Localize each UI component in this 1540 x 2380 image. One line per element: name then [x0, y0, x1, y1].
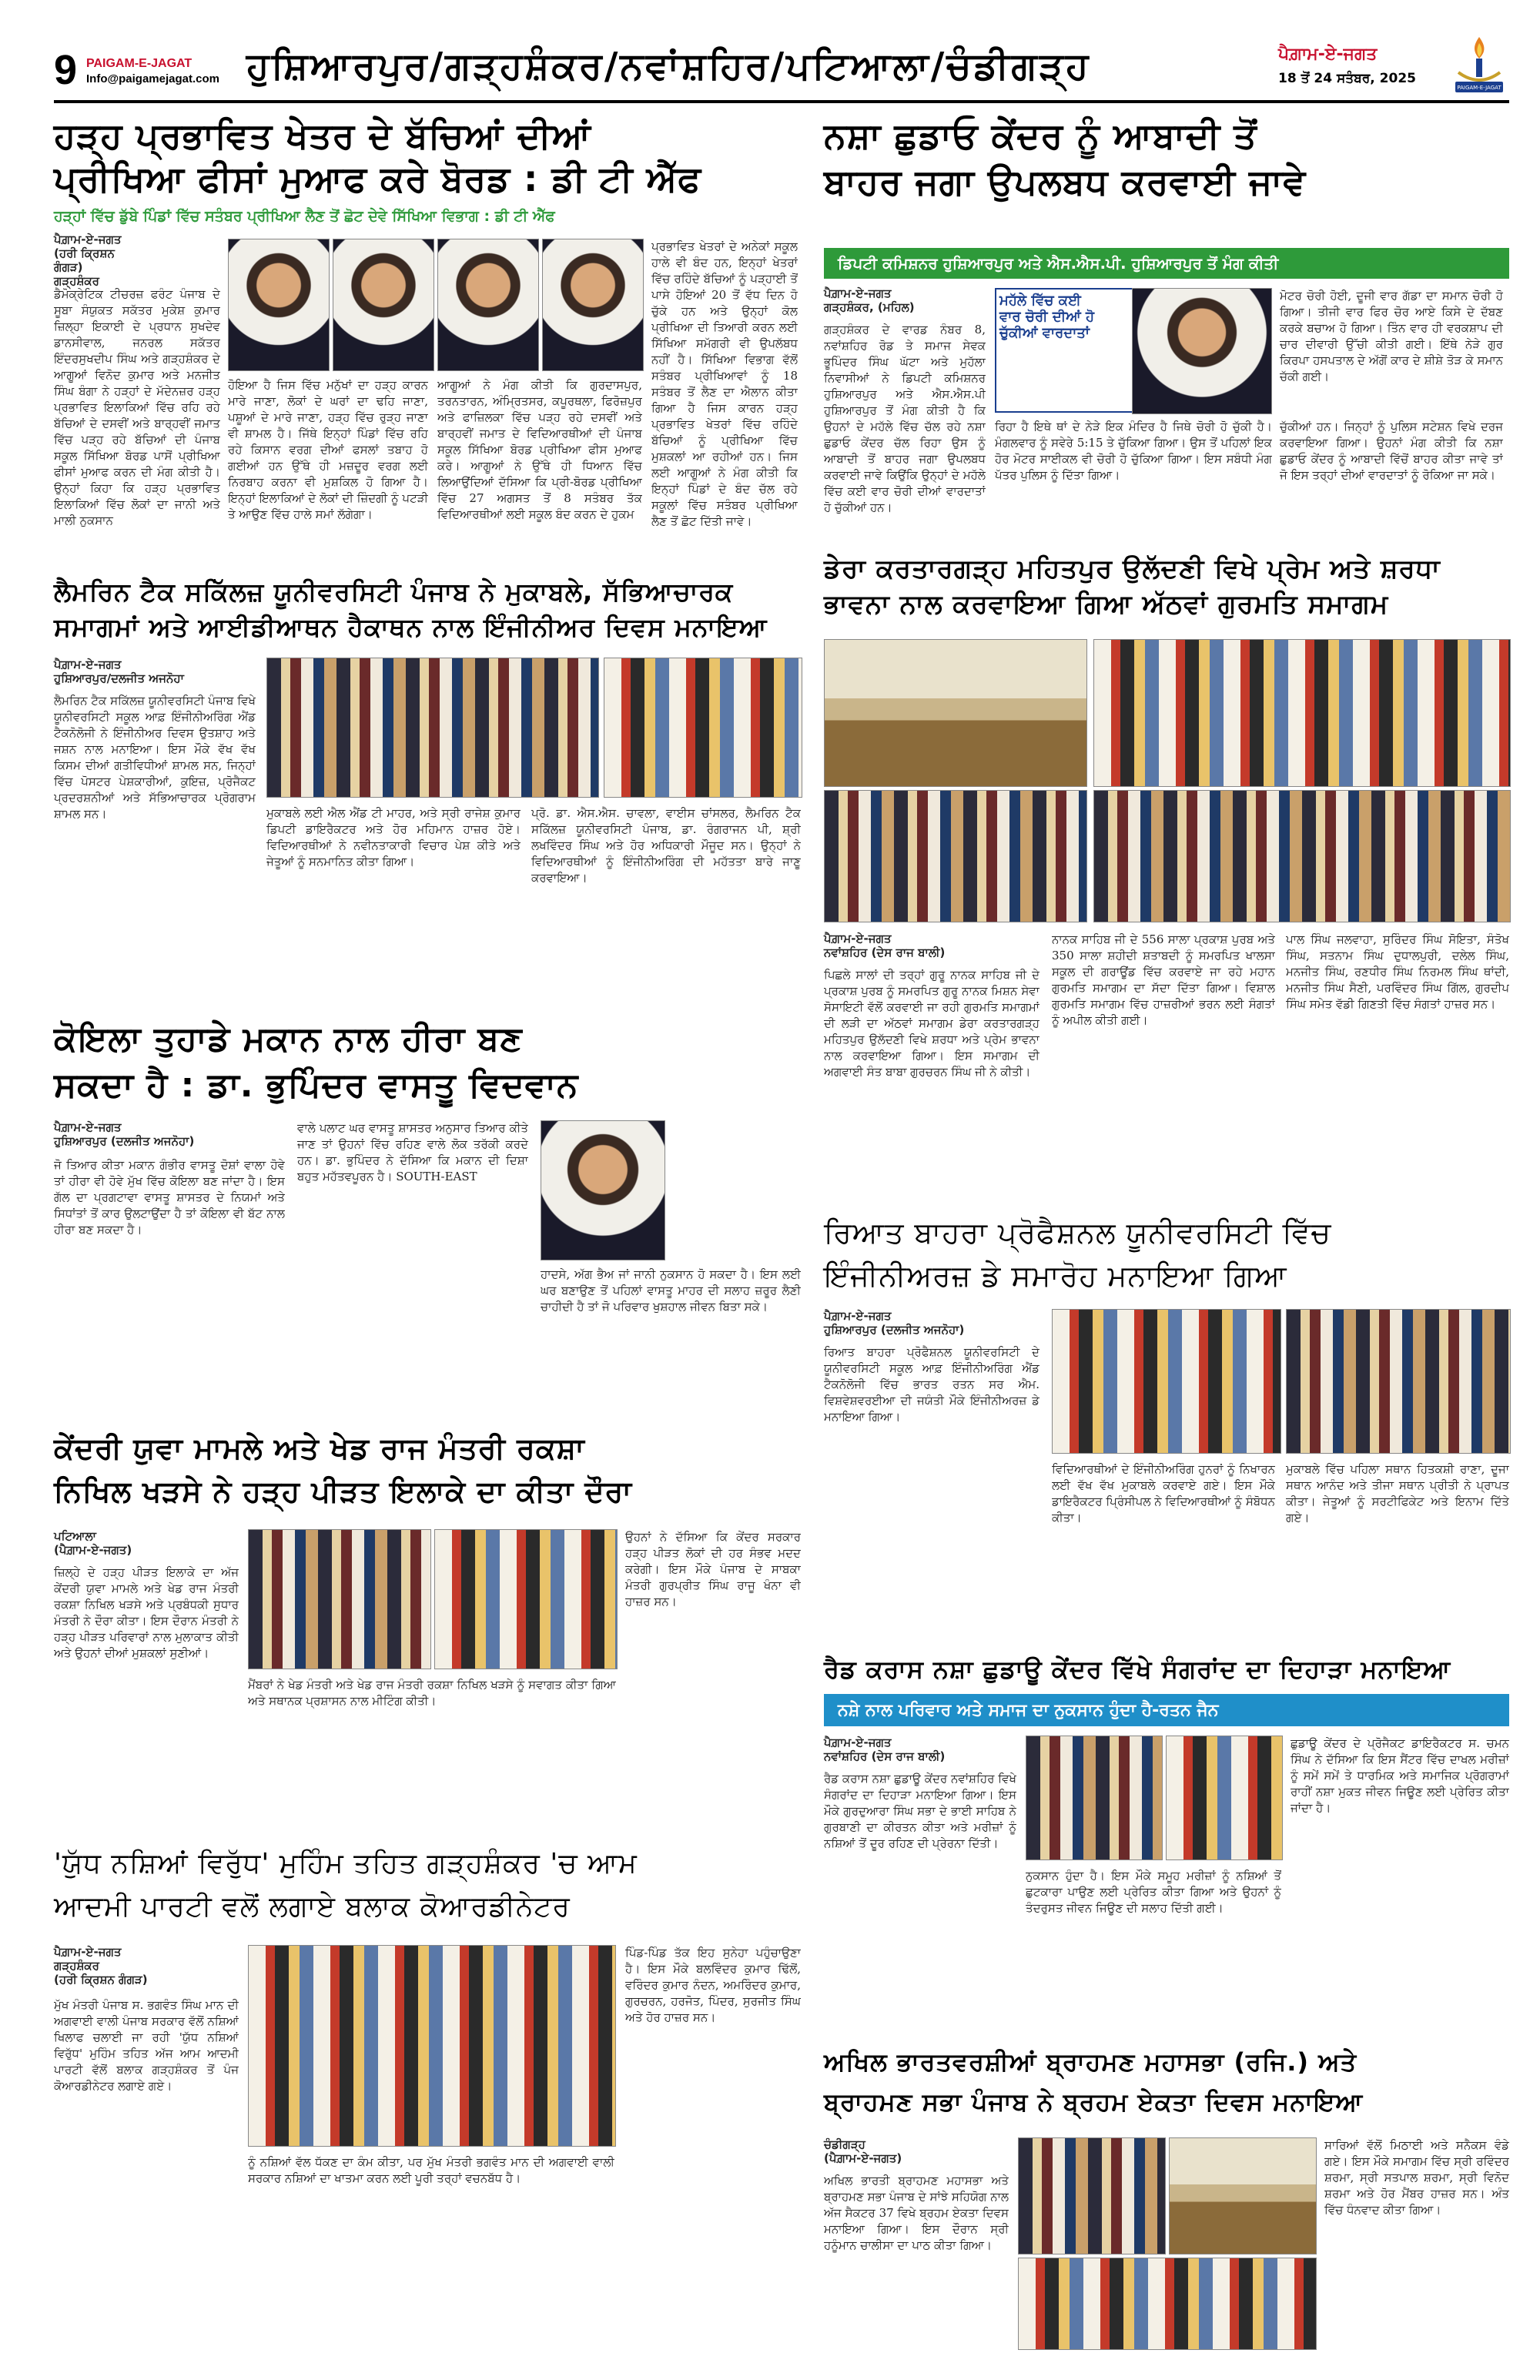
article-body: ਮੁੱਖ ਮੰਤਰੀ ਪੰਜਾਬ ਸ. ਭਗਵੰਤ ਸਿੰਘ ਮਾਨ ਦੀ ਅਗਵਾਈ ਵਾਲੀ ਪੰਜਾਬ ਸਰਕਾਰ ਵੱਲੋਂ ਨਸ਼ਿਆਂ ਖਿਲਾਫ ਚਲਾਈ ਜਾ ਰਹੀ 'ਯੁੱਧ ਨਸ਼ਿਆਂ ਵਿਰੁੱਧ' ਮੁਹਿੰਮ ਤਹਿਤ ਅੱਜ ਆਮ ਆਦਮੀ ਪਾਰਟੀ ਵੱਲੋਂ ਬਲਾਕ ਗੜ੍ਹਸ਼ੰਕਰ ਤੋਂ ਪੰਜ ਕੋਆਰਡੀਨੇਟਰ ਲਗਾਏ ਗਏ।	[54, 1998, 239, 2093]
photo-samagam-dignitaries	[1093, 790, 1511, 922]
brand-name: PAIGAM-E-JAGAT	[86, 57, 192, 70]
headline: ਆਦਮੀ ਪਾਰਟੀ ਵਲੋਂ ਲਗਾਏ ਬਲਾਕ ਕੋਆਰਡੀਨੇਟਰ	[54, 1891, 571, 1923]
masthead	[0, 0, 1540, 100]
photo-samagam-stage	[824, 639, 1087, 787]
paper-name: ਪੈਗ਼ਾਮ-ਏ-ਜਗਤ	[1278, 45, 1378, 64]
byline-block	[54, 1120, 285, 1148]
subheadline: ਨਸ਼ੇ ਨਾਲ ਪਰਿਵਾਰ ਅਤੇ ਸਮਾਜ ਦਾ ਨੁਕਸਾਨ ਹੁੰਦਾ ਹੈ-ਰਤਨ ਜੈਨ	[838, 1701, 1219, 1720]
photo-brahmin-1	[1018, 2137, 1166, 2254]
headline: ਨਸ਼ਾ ਛੁਡਾਓ ਕੇਂਦਰ ਨੂੰ ਆਬਾਦੀ ਤੋਂ	[824, 115, 1257, 156]
byline-block	[824, 932, 1040, 959]
photo-community-leader	[1132, 288, 1272, 414]
quote-line: ਮਹੱਲੇ ਵਿੱਚ ਕਈ	[999, 293, 1081, 309]
photo-teacher-1	[228, 239, 330, 371]
photo-brahmin-2	[1169, 2137, 1317, 2254]
subheadline: ਡਿਪਟੀ ਕਮਿਸ਼ਨਰ ਹੁਸ਼ਿਆਰਪੁਰ ਅਤੇ ਐਸ.ਐਸ.ਪੀ. ਹੁਸ਼ਿਆਰਪੁਰ ਤੋਂ ਮੰਗ ਕੀਤੀ	[838, 254, 1279, 273]
headline: 'ਯੁੱਧ ਨਸ਼ਿਆਂ ਵਿਰੁੱਧ' ਮੁਹਿੰਮ ਤਹਿਤ ਗੜ੍ਹਸ਼ੰਕਰ 'ਚ ਆਮ	[54, 1848, 638, 1880]
article-body: ਨੂੰ ਨਸ਼ਿਆਂ ਵੱਲ ਧੱਕਣ ਦਾ ਕੰਮ ਕੀਤਾ, ਪਰ ਮੁੱਖ ਮੰਤਰੀ ਭਗਵੰਤ ਮਾਨ ਦੀ ਅਗਵਾਈ ਵਾਲੀ ਸਰਕਾਰ ਨਸ਼ਿਆਂ ਦਾ ਖਾਤਮਾ ਕਰਨ ਲਈ ਪੂਰੀ ਤਰ੍ਹਾਂ ਵਚਨਬੱਧ ਹੈ।	[248, 2155, 614, 2185]
photo-engineers-day-2	[1286, 1309, 1511, 1454]
article-body: ਡੈਮੋਕ੍ਰੇਟਿਕ ਟੀਚਰਜ਼ ਫਰੰਟ ਪੰਜਾਬ ਦੇ ਸੂਬਾ ਸੰਯੁਕਤ ਸਕੱਤਰ ਮੁਕੇਸ਼ ਕੁਮਾਰ ਜ਼ਿਲ੍ਹਾ ਇਕਾਈ ਦੇ ਪ੍ਰਧਾਨ ਸੁਖਦੇਵ ਡਾਨਸੀਵਾਲ, ਜਨਰਲ ਸਕੱਤਰ ਇੰਦਰਸੁਖਦੀਪ ਸਿੰਘ ਅਤੇ ਗੜ੍ਹਸ਼ੰਕਰ ਦੇ ਆਗੂਆਂ ਵਿਨੋਦ ਕੁਮਾਰ ਅਤੇ ਮਨਜੀਤ ਸਿੰਘ ਬੰਗਾ ਨੇ ਹੜ੍ਹਾਂ ਦੇ ਮੱਦੇਨਜ਼ਰ ਹੜ੍ਹ ਪ੍ਰਭਾਵਿਤ ਇਲਾਕਿਆਂ ਵਿੱਚ ਰਹਿ ਰਹੇ ਬੱਚਿਆਂ ਦੇ ਦਸਵੀਂ ਅਤੇ ਬਾਰ੍ਹਵੀਂ ਜਮਾਤ ਵਿੱਚ ਪੜ੍ਹ ਰਹੇ ਬੱਚਿਆਂ ਦੀ ਪੰਜਾਬ ਸਕੂਲ ਸਿੱਖਿਆ ਬੋਰਡ ਪਾਸੋਂ ਪ੍ਰੀਖਿਆ ਫੀਸਾਂ ਮੁਆਫ ਕਰਨ ਦੀ ਮੰਗ ਕੀਤੀ ਹੈ। ਉਨ੍ਹਾਂ ਕਿਹਾ ਕਿ ਹੜ੍ਹ ਪ੍ਰਭਾਵਿਤ ਇਲਾਕਿਆਂ ਵਿੱਚ ਲੋਕਾਂ ਦਾ ਜਾਨੀ ਅਤੇ ਮਾਲੀ ਨੁਕਸਾਨ	[54, 287, 220, 527]
reporter: (ਹਰੀ ਕ੍ਰਿਸ਼ਨ ਗੰਗੜ)	[54, 246, 115, 274]
photo-vastu-expert	[541, 1120, 665, 1260]
article-body: ਗੜ੍ਹਸ਼ੰਕਰ ਦੇ ਵਾਰਡ ਨੰਬਰ 8, ਨਵਾਂਸ਼ਹਿਰ ਰੋਡ ਤੇ ਸਮਾਜ ਸੇਵਕ ਭੂਪਿੰਦਰ ਸਿੰਘ ਘੱਟਾ ਅਤੇ ਮੁਹੱਲਾ ਨਿਵਾਸੀਆਂ ਨੇ ਡਿਪਟੀ ਕਮਿਸ਼ਨਰ ਹੁਸ਼ਿਆਰਪੁਰ ਅਤੇ ਐਸ.ਐਸ.ਪੀ ਹੁਸ਼ਿਆਰਪੁਰ ਤੋਂ ਮੰਗ ਕੀਤੀ ਹੈ ਕਿ ਉਹਨਾਂ ਦੇ ਮਹੱਲੇ ਵਿੱਚ ਚੱਲ ਰਹੇ ਨਸ਼ਾ ਛੁਡਾਓ ਕੇਂਦਰ ਚੱਲ ਰਿਹਾ ਉਸ ਨੂੰ ਆਬਾਦੀ ਤੋਂ ਬਾਹਰ ਜਗਾ ਉਪਲਬਧ ਕਰਵਾਈ ਜਾਵੇ ਕਿਉਂਕਿ ਉਨ੍ਹਾਂ ਦੇ ਮਹੱਲੇ ਵਿੱਚ ਕਈ ਵਾਰ ਚੋਰੀ ਦੀਆਂ ਵਾਰਦਾਤਾਂ ਹੋ ਚੁੱਕੀਆਂ ਹਨ।	[824, 323, 986, 514]
logo-text: PAIGAM-E-JAGAT	[1457, 85, 1502, 91]
headline: ਕੇਂਦਰੀ ਯੁਵਾ ਮਾਮਲੇ ਅਤੇ ਖੇਡ ਰਾਜ ਮੰਤਰੀ ਰਕਸ਼ਾ	[54, 1431, 585, 1465]
byline: ਪਟਿਆਲਾ	[54, 1529, 96, 1543]
headline: ਸਮਾਗਮਾਂ ਅਤੇ ਆਈਡੀਆਥਨ ਹੈਕਾਥਨ ਨਾਲ ਇੰਜੀਨੀਅਰ ਦਿਵਸ ਮਨਾਇਆ	[54, 612, 768, 642]
byline-block	[824, 1736, 1016, 1763]
quote-line: ਚੁੱਕੀਆਂ ਵਾਰਦਾਤਾਂ	[999, 325, 1090, 341]
article-body: ਪਿੰਡ-ਪਿੰਡ ਤੱਕ ਇਹ ਸੁਨੇਹਾ ਪਹੁੰਚਾਉਣਾ ਹੈ। ਇਸ ਮੌਕੇ ਬਲਵਿੰਦਰ ਕੁਮਾਰ ਢਿੱਲੋਂ, ਵਰਿੰਦਰ ਕੁਮਾਰ ਨੰਦਨ, ਅਮਰਿੰਦਰ ਕੁਮਾਰ, ਗੁਰਚਰਨ, ਹਰਜੋਤ, ਪਿੰਦਰ, ਸੁਰਜੀਤ ਸਿੰਘ ਅਤੇ ਹੋਰ ਹਾਜ਼ਰ ਸਨ।	[625, 1946, 801, 2024]
article-body: ਮੈਂਬਰਾਂ ਨੇ ਖੇਡ ਮੰਤਰੀ ਅਤੇ ਖੇਡ ਰਾਜ ਮੰਤਰੀ ਰਕਸ਼ਾ ਨਿਖਿਲ ਖੜਸੇ ਨੂੰ ਸਵਾਗਤ ਕੀਤਾ ਗਿਆ ਅਤੇ ਸਥਾਨਕ ਪ੍ਰਸ਼ਾਸਨ ਨਾਲ ਮੀਟਿੰਗ ਕੀਤੀ।	[248, 1678, 616, 1708]
headline: ਭਾਵਨਾ ਨਾਲ ਕਰਵਾਇਆ ਗਿਆ ਅੱਠਵਾਂ ਗੁਰਮਤਿ ਸਮਾਗਮ	[824, 589, 1389, 620]
byline: ਪੈਗ਼ਾਮ-ਏ-ਜਗਤ	[54, 233, 122, 246]
headline: ਇੰਜੀਨੀਅਰਜ਼ ਡੇ ਸਮਾਰੋਹ ਮਨਾਇਆ ਗਿਆ	[824, 1259, 1287, 1293]
page-number: 9	[54, 47, 78, 93]
photo-lamrin-event	[604, 658, 802, 798]
photo-minister-1	[248, 1529, 431, 1669]
headline: ਰਿਆਤ ਬਾਹਰਾ ਪ੍ਰੋਫੈਸ਼ਨਲ ਯੂਨੀਵਰਸਿਟੀ ਵਿੱਚ	[824, 1216, 1332, 1250]
article-body: ਪਿਛਲੇ ਸਾਲਾਂ ਦੀ ਤਰ੍ਹਾਂ ਗੁਰੂ ਨਾਨਕ ਸਾਹਿਬ ਜੀ ਦੇ ਪ੍ਰਕਾਸ਼ ਪੁਰਬ ਨੂੰ ਸਮਰਪਿਤ ਗੁਰੂ ਨਾਨਕ ਮਿਸ਼ਨ ਸੇਵਾ ਸੋਸਾਇਟੀ ਵੱਲੋਂ ਕਰਵਾਈ ਜਾ ਰਹੀ ਗੁਰਮਤਿ ਸਮਾਗਮਾਂ ਦੀ ਲੜੀ ਦਾ ਅੱਠਵਾਂ ਸਮਾਗਮ ਡੇਰਾ ਕਰਤਾਰਗੜ੍ਹ ਮਹਿਤਪੁਰ ਉਲੱਦਣੀ ਵਿਖੇ ਸ਼ਰਧਾ ਅਤੇ ਪ੍ਰੇਮ ਭਾਵਨਾ ਨਾਲ ਕਰਵਾਇਆ ਗਿਆ। ਇਸ ਸਮਾਗਮ ਦੀ ਅਗਵਾਈ ਸੰਤ ਬਾਬਾ ਗੁਰਚਰਨ ਸਿੰਘ ਜੀ ਨੇ ਕੀਤੀ।	[824, 968, 1040, 1079]
article-body: ਰਿਆਤ ਬਾਹਰਾ ਪ੍ਰੋਫੈਸ਼ਨਲ ਯੂਨੀਵਰਸਿਟੀ ਦੇ ਯੂਨੀਵਰਸਿਟੀ ਸਕੂਲ ਆਫ਼ ਇੰਜੀਨੀਅਰਿੰਗ ਐਂਡ ਟੈਕਨੋਲੋਜੀ ਵਿੱਚ ਭਾਰਤ ਰਤਨ ਸਰ ਐਮ. ਵਿਸ਼ਵੇਸ਼ਵਰਈਆ ਦੀ ਜਯੰਤੀ ਮੌਕੇ ਇੰਜੀਨੀਅਰਜ਼ ਡੇ ਮਨਾਇਆ ਗਿਆ।	[824, 1345, 1040, 1424]
photo-red-cross-2	[1166, 1736, 1283, 1860]
byline: ਪੈਗ਼ਾਮ-ਏ-ਜਗਤ	[54, 1945, 122, 1959]
byline-block	[824, 286, 978, 314]
quote-line: ਵਾਰ ਚੋਰੀ ਦੀਆਂ ਹੋ	[999, 309, 1095, 325]
headline: ਨਿਖਿਲ ਖੜਸੇ ਨੇ ਹੜ੍ਹ ਪੀੜਤ ਇਲਾਕੇ ਦਾ ਕੀਤਾ ਦੌਰਾ	[54, 1475, 633, 1508]
photo-minister-2	[434, 1529, 618, 1669]
dateline: ਹੁਸ਼ਿਆਰਪੁਰ (ਦਲਜੀਤ ਅਜਨੋਹਾ)	[54, 1134, 195, 1148]
article-body: ਮੋਟਰ ਚੋਰੀ ਹੋਈ, ਦੂਜੀ ਵਾਰ ਗੱਡਾ ਦਾ ਸਮਾਨ ਚੋਰੀ ਹੋ ਗਿਆ। ਤੀਜੀ ਵਾਰ ਫਿਰ ਚੋਰ ਆਏ ਕਿਸੇ ਦੇ ਦੱਬਣ ਕਰਕੇ ਬਚਾਅ ਹੋ ਗਿਆ। ਤਿੰਨ ਵਾਰ ਹੀ ਵਰਕਸ਼ਾਪ ਦੀ ਚਾਰ ਦੀਵਾਰੀ ਉੱਚੀ ਕੀਤੀ ਗਈ। ਇੱਥੇ ਨੇੜੇ ਗੁਰ ਕਿਰਪਾ ਹਸਪਤਾਲ ਦੇ ਅੱਗੋਂ ਕਾਰ ਦੇ ਸ਼ੀਸ਼ੇ ਤੋੜ ਕੇ ਸਮਾਨ ਚੱਕੀ ਗਈ।	[1280, 289, 1503, 383]
article-body: ਵਾਲੇ ਪਲਾਟ ਘਰ ਵਾਸਤੂ ਸ਼ਾਸਤਰ ਅਨੁਸਾਰ ਤਿਆਰ ਕੀਤੇ ਜਾਣ ਤਾਂ ਉਹਨਾਂ ਵਿੱਚ ਰਹਿਣ ਵਾਲੇ ਲੋਕ ਤਰੱਕੀ ਕਰਦੇ ਹਨ। ਡਾ. ਭੁਪਿੰਦਰ ਨੇ ਦੱਸਿਆ ਕਿ ਮਕਾਨ ਦੀ ਦਿਸ਼ਾ ਬਹੁਤ ਮਹੱਤਵਪੂਰਨ ਹੈ। SOUTH-EAST	[297, 1121, 528, 1183]
article-red-cross	[824, 1655, 1509, 2033]
dateline: ਨਵਾਂਸ਼ਹਿਰ (ਦੇਸ ਰਾਜ ਬਾਲੀ)	[824, 946, 946, 959]
byline: ਪੈਗ਼ਾਮ-ਏ-ਜਗਤ	[824, 932, 892, 946]
article-body: ਜੋ ਤਿਆਰ ਕੀਤਾ ਮਕਾਨ ਗੰਭੀਰ ਵਾਸਤੂ ਦੋਸ਼ਾਂ ਵਾਲਾ ਹੋਵੇ ਤਾਂ ਹੀਰਾ ਵੀ ਹੋਵੇ ਮੁੱਖ ਵਿੱਚ ਕੋਇਲਾ ਬਣ ਜਾਂਦਾ ਹੈ। ਇਸ ਗੱਲ ਦਾ ਪ੍ਰਗਟਾਵਾ ਵਾਸਤੂ ਸ਼ਾਸਤਰ ਦੇ ਨਿਯਮਾਂ ਅਤੇ ਸਿਧਾਂਤਾਂ ਤੋਂ ਕਾਰ ਉਲਟਾਉਂਦਾ ਹੈ ਤਾਂ ਕੋਇਲਾ ਵੀ ਬੱਟ ਨਾਲ ਹੀਰਾ ਬਣ ਸਕਦਾ ਹੈ।	[54, 1158, 285, 1237]
byline-block	[54, 658, 254, 685]
photo-samagam-musicians	[824, 790, 1087, 922]
article-body: ਪਾਲ ਸਿੰਘ ਜਲਵਾਹਾ, ਸੁਰਿੰਦਰ ਸਿੰਘ ਸੋਇਤਾ, ਸੰਤੋਖ ਸਿੰਘ, ਸਤਨਾਮ ਸਿੰਘ ਦੁਧਾਲਪੁਰੀ, ਦਲੇਲ ਸਿੰਘ, ਮਨਜੀਤ ਸਿੰਘ, ਰਣਧੀਰ ਸਿੰਘ ਨਿਰਮਲ ਸਿੰਘ ਥਾਂਦੀ, ਮਨਜੀਤ ਸਿੰਘ ਸੈਣੀ, ਪਰਵਿੰਦਰ ਸਿੰਘ ਗਿੱਲ, ਗੁਰਦੀਪ ਸਿੰਘ ਸਮੇਤ ਵੱਡੀ ਗਿਣਤੀ ਵਿੱਚ ਸੰਗਤਾਂ ਹਾਜ਼ਰ ਸਨ।	[1286, 932, 1509, 1011]
headline: ਬਾਹਰ ਜਗਾ ਉਪਲਬਧ ਕਰਵਾਈ ਜਾਵੇ	[824, 161, 1307, 203]
dateline: ਗੜ੍ਹਸ਼ੰਕਰ, (ਮਹਿਲ)	[824, 300, 915, 314]
headline: ਸਕਦਾ ਹੈ : ਡਾ. ਭੁਪਿੰਦਰ ਵਾਸਤੂ ਵਿਦਵਾਨ	[54, 1066, 579, 1105]
reporter: (ਹਰੀ ਕ੍ਰਿਸ਼ਨ ਗੰਗੜ)	[54, 1973, 148, 1987]
subheadline-band	[824, 248, 1509, 279]
byline-block	[54, 1945, 239, 1987]
article-body: ਲੈਮਰਿਨ ਟੈਕ ਸਕਿੱਲਜ਼ ਯੂਨੀਵਰਸਿਟੀ ਪੰਜਾਬ ਵਿਖੇ ਯੂਨੀਵਰਸਿਟੀ ਸਕੂਲ ਆਫ਼ ਇੰਜੀਨੀਅਰਿੰਗ ਐਂਡ ਟੈਕਨੋਲੋਜੀ ਨੇ ਇੰਜੀਨੀਅਰ ਦਿਵਸ ਉਤਸ਼ਾਹ ਅਤੇ ਜਸ਼ਨ ਨਾਲ ਮਨਾਇਆ। ਇਸ ਮੌਕੇ ਵੱਖ ਵੱਖ ਕਿਸਮ ਦੀਆਂ ਗਤੀਵਿਧੀਆਂ ਸ਼ਾਮਲ ਸਨ, ਜਿਨ੍ਹਾਂ ਵਿੱਚ ਪੋਸਟਰ ਪੇਸ਼ਕਾਰੀਆਂ, ਕੁਇਜ਼, ਪ੍ਰੋਜੈਕਟ ਪ੍ਰਦਰਸ਼ਨੀਆਂ ਅਤੇ ਸੱਭਿਆਚਾਰਕ ਪ੍ਰੋਗਰਾਮ ਸ਼ਾਮਲ ਸਨ।	[54, 694, 256, 821]
photo-red-cross-1	[1026, 1736, 1163, 1860]
headline: ਪ੍ਰੀਖਿਆ ਫੀਸਾਂ ਮੁਆਫ ਕਰੇ ਬੋਰਡ : ਡੀ ਟੀ ਐੱਫ	[54, 158, 702, 199]
article-aap-coordinators	[54, 1848, 801, 2341]
byline: ਪੈਗ਼ਾਮ-ਏ-ਜਗਤ	[824, 1736, 892, 1749]
photo-teacher-3	[437, 239, 539, 371]
dateline: ਹੁਸ਼ਿਆਰਪੁਰ/ਦਲਜੀਤ ਅਜਨੋਹਾ	[54, 671, 184, 685]
photo-teacher-4	[542, 239, 644, 371]
headline: ਹੜ੍ਹ ਪ੍ਰਭਾਵਿਤ ਖੇਤਰ ਦੇ ਬੱਚਿਆਂ ਦੀਆਂ	[54, 115, 591, 156]
subheadline: ਹੜ੍ਹਾਂ ਵਿੱਚ ਡੁੱਬੇ ਪਿੰਡਾਂ ਵਿੱਚ ਸਤੰਬਰ ਪ੍ਰੀਖਿਆ ਲੈਣ ਤੋਂ ਛੋਟ ਦੇਵੇ ਸਿੱਖਿਆ ਵਿਭਾਗ : ਡੀ ਟੀ ਐੱਫ	[54, 208, 555, 225]
headline: ਅਖਿਲ ਭਾਰਤਵਰਸ਼ੀਆਂ ਬ੍ਰਾਹਮਣ ਮਹਾਸਭਾ (ਰਜਿ.) ਅਤੇ	[824, 2047, 1358, 2077]
article-body: ਪ੍ਰੋ. ਡਾ. ਐਸ.ਐਸ. ਚਾਵਲਾ, ਵਾਈਸ ਚਾਂਸਲਰ, ਲੈਮਰਿਨ ਟੈਕ ਸਕਿੱਲਜ਼ ਯੂਨੀਵਰਸਿਟੀ ਪੰਜਾਬ, ਡਾ. ਰੰਗਰਾਜਨ ਪੀ, ਸ਼੍ਰੀ ਲਖਵਿੰਦਰ ਸਿੰਘ ਅਤੇ ਹੋਰ ਅਧਿਕਾਰੀ ਮੌਜੂਦ ਸਨ। ਉਨ੍ਹਾਂ ਨੇ ਵਿਦਿਆਰਥੀਆਂ ਨੂੰ ਇੰਜੀਨੀਅਰਿੰਗ ਦੀ ਮਹੱਤਤਾ ਬਾਰੇ ਜਾਣੂ ਕਰਵਾਇਆ।	[531, 806, 801, 885]
article-body: ਰਿਹਾ ਹੈ ਇਥੇ ਥਾਂ ਦੇ ਨੇੜੇ ਇਕ ਮੰਦਿਰ ਹੈ ਜਿਥੇ ਚੋਰੀ ਹੋ ਚੁੱਕੀ ਹੈ। ਮੰਗਲਵਾਰ ਨੂੰ ਸਵੇਰੇ 5:15 ਤੇ ਚੁੱਕਿਆ ਗਿਆ। ਉਸ ਤੋਂ ਪਹਿਲਾਂ ਇਕ ਹੋਰ ਮੋਟਰ ਸਾਈਕਲ ਵੀ ਚੋਰੀ ਹੋ ਚੁੱਕਿਆ ਗਿਆ। ਇਸ ਸਬੰਧੀ ਮੰਗ ਪੱਤਰ ਪੁਲਿਸ ਨੂੰ ਦਿੱਤਾ ਗਿਆ।	[995, 420, 1272, 482]
headline: ਕੋਇਲਾ ਤੁਹਾਡੇ ਮਕਾਨ ਨਾਲ ਹੀਰਾ ਬਣ	[54, 1019, 523, 1059]
article-flood-fees	[54, 115, 801, 570]
pull-quote	[995, 288, 1135, 413]
article-body: ਨੁਕਸਾਨ ਹੁੰਦਾ ਹੈ। ਇਸ ਮੌਕੇ ਸਮੂਹ ਮਰੀਜ਼ਾਂ ਨੂੰ ਨਸ਼ਿਆਂ ਤੋਂ ਛੁਟਕਾਰਾ ਪਾਉਣ ਲਈ ਪ੍ਰੇਰਿਤ ਕੀਤਾ ਗਿਆ ਅਤੇ ਉਹਨਾਂ ਨੂੰ ਤੰਦਰੁਸਤ ਜੀਵਨ ਜਿਊਣ ਦੀ ਸਲਾਹ ਦਿੱਤੀ ਗਈ।	[1026, 1869, 1281, 1915]
article-body: ਮੁਕਾਬਲੇ ਵਿੱਚ ਪਹਿਲਾ ਸਥਾਨ ਹਿਤਕਸ਼ੀ ਰਾਣਾ, ਦੂਜਾ ਸਥਾਨ ਆਨੰਦ ਅਤੇ ਤੀਜਾ ਸਥਾਨ ਪ੍ਰੀਤੀ ਨੇ ਪ੍ਰਾਪਤ ਕੀਤਾ। ਜੇਤੂਆਂ ਨੂੰ ਸਰਟੀਫਿਕੇਟ ਅਤੇ ਇਨਾਮ ਦਿੱਤੇ ਗਏ।	[1286, 1462, 1509, 1525]
masthead-rule	[54, 100, 1509, 103]
article-rehab-centre	[824, 115, 1509, 547]
headline: ਡੇਰਾ ਕਰਤਾਰਗੜ੍ਹ ਮਹਿਤਪੁਰ ਉਲੱਦਣੀ ਵਿਖੇ ਪ੍ਰੇਮ ਅਤੇ ਸ਼ਰਧਾ	[824, 554, 1441, 584]
article-body: ਮੁਕਾਬਲੇ ਲਈ ਐਲ ਐਂਡ ਟੀ ਮਾਹਰ, ਅਤੇ ਸ੍ਰੀ ਰਾਜੇਸ਼ ਕੁਮਾਰ ਡਿਪਟੀ ਡਾਇਰੈਕਟਰ ਅਤੇ ਹੋਰ ਮਹਿਮਾਨ ਹਾਜ਼ਰ ਹੋਏ। ਵਿਦਿਆਰਥੀਆਂ ਨੇ ਨਵੀਨਤਾਕਾਰੀ ਵਿਚਾਰ ਪੇਸ਼ ਕੀਤੇ ਅਤੇ ਜੇਤੂਆਂ ਨੂੰ ਸਨਮਾਨਿਤ ਕੀਤਾ ਗਿਆ।	[266, 806, 521, 869]
subheadline-band	[824, 1694, 1509, 1726]
article-body: ਨਾਨਕ ਸਾਹਿਬ ਜੀ ਦੇ 556 ਸਾਲਾ ਪ੍ਰਕਾਸ਼ ਪੁਰਬ ਅਤੇ 350 ਸਾਲਾ ਸ਼ਹੀਦੀ ਸ਼ਤਾਬਦੀ ਨੂੰ ਸਮਰਪਿਤ ਖਾਲਸਾ ਸਕੂਲ ਦੀ ਗਰਾਊਂਡ ਵਿੱਚ ਕਰਵਾਏ ਜਾ ਰਹੇ ਮਹਾਨ ਗੁਰਮਤਿ ਸਮਾਗਮ ਦਾ ਸੱਦਾ ਦਿੱਤਾ ਗਿਆ। ਵਿਸ਼ਾਲ ਗੁਰਮਤਿ ਸਮਾਗਮ ਵਿੱਚ ਹਾਜ਼ਰੀਆਂ ਭਰਨ ਲਈ ਸੰਗਤਾਂ ਨੂੰ ਅਪੀਲ ਕੀਤੀ ਗਈ।	[1052, 932, 1275, 1027]
byline-block	[54, 1529, 239, 1557]
article-body: ਅਖਿਲ ਭਾਰਤੀ ਬ੍ਰਾਹਮਣ ਮਹਾਸਭਾ ਅਤੇ ਬ੍ਰਾਹਮਣ ਸਭਾ ਪੰਜਾਬ ਦੇ ਸਾਂਝੇ ਸਹਿਯੋਗ ਨਾਲ ਅੱਜ ਸੈਕਟਰ 37 ਵਿਖੇ ਬ੍ਰਹਮ ਏਕਤਾ ਦਿਵਸ ਮਨਾਇਆ ਗਿਆ। ਇਸ ਦੌਰਾਨ ਸ੍ਰੀ ਹਨੂੰਮਾਨ ਚਾਲੀਸਾ ਦਾ ਪਾਠ ਕੀਤਾ ਗਿਆ।	[824, 2174, 1009, 2252]
photo-brahmin-3	[1018, 2258, 1317, 2350]
dateline: ਹੁਸ਼ਿਆਰਪੁਰ (ਦਲਜੀਤ ਅਜਨੋਹਾ)	[824, 1323, 965, 1337]
reporter: (ਪੈਗ਼ਾਮ-ਏ-ਜਗਤ)	[54, 1543, 132, 1557]
headline: ਬ੍ਰਾਹਮਣ ਸਭਾ ਪੰਜਾਬ ਨੇ ਬ੍ਰਹਮ ਏਕਤਾ ਦਿਵਸ ਮਨਾਇਆ	[824, 2087, 1364, 2117]
photo-lamrin-group	[266, 658, 599, 798]
byline-block	[824, 1309, 1040, 1337]
dateline: ਨਵਾਂਸ਼ਹਿਰ (ਦੇਸ ਰਾਜ ਬਾਲੀ)	[824, 1749, 946, 1763]
article-body: ਛੁਡਾਊ ਕੇਂਦਰ ਦੇ ਪ੍ਰੋਜੈਕਟ ਡਾਇਰੈਕਟਰ ਸ. ਚਮਨ ਸਿੰਘ ਨੇ ਦੱਸਿਆ ਕਿ ਇਸ ਸੈਂਟਰ ਵਿੱਚ ਦਾਖਲ ਮਰੀਜ਼ਾਂ ਨੂੰ ਸਮੇਂ ਸਮੇਂ ਤੇ ਧਾਰਮਿਕ ਅਤੇ ਸਮਾਜਿਕ ਪ੍ਰੋਗਰਾਮਾਂ ਰਾਹੀਂ ਨਸ਼ਾ ਮੁਕਤ ਜੀਵਨ ਜਿਊਣ ਲਈ ਪ੍ਰੇਰਿਤ ਕੀਤਾ ਜਾਂਦਾ ਹੈ।	[1291, 1736, 1509, 1815]
contact-email: Info@paigamejagat.com	[86, 72, 219, 85]
article-vastu	[54, 1020, 801, 1421]
article-body: ਰੈਡ ਕਰਾਸ ਨਸ਼ਾ ਛੁਡਾਊ ਕੇਂਦਰ ਨਵਾਂਸ਼ਹਿਰ ਵਿਖੇ ਸੰਗਰਾਂਦ ਦਾ ਦਿਹਾੜਾ ਮਨਾਇਆ ਗਿਆ। ਇਸ ਮੌਕੇ ਗੁਰਦੁਆਰਾ ਸਿੰਘ ਸਭਾ ਦੇ ਭਾਈ ਸਾਹਿਬ ਨੇ ਗੁਰਬਾਣੀ ਦਾ ਕੀਰਤਨ ਕੀਤਾ ਅਤੇ ਮਰੀਜ਼ਾਂ ਨੂੰ ਨਸ਼ਿਆਂ ਤੋਂ ਦੂਰ ਰਹਿਣ ਦੀ ਪ੍ਰੇਰਨਾ ਦਿੱਤੀ।	[824, 1772, 1016, 1850]
headline: ਰੈਡ ਕਰਾਸ ਨਸ਼ਾ ਛੁਡਾਊ ਕੇਂਦਰ ਵਿੱਖੇ ਸੰਗਰਾਂਦ ਦਾ ਦਿਹਾੜਾ ਮਨਾਇਆ	[824, 1655, 1451, 1684]
byline: ਚੰਡੀਗੜ੍ਹ	[824, 2137, 865, 2151]
article-lamrin-engineers-day	[54, 577, 801, 1009]
dateline: ਗੜ੍ਹਸ਼ੰਕਰ	[54, 1959, 99, 1973]
reporter: (ਪੈਗ਼ਾਮ-ਏ-ਜਗਤ)	[824, 2151, 902, 2165]
article-gurmat-samagam	[824, 554, 1509, 1209]
photo-samagam-sangat	[1093, 639, 1511, 787]
section-cities: ਹੁਸ਼ਿਆਰਪੁਰ/ਗੜ੍ਹਸ਼ੰਕਰ/ਨਵਾਂਸ਼ਹਿਰ/ਪਟਿਆਲਾ/ਚੰਡੀਗੜ੍ਹ	[246, 45, 1091, 88]
issue-date: 18 ਤੋਂ 24 ਸਤੰਬਰ, 2025	[1278, 71, 1416, 86]
byline: ਪੈਗ਼ਾਮ-ਏ-ਜਗਤ	[824, 1309, 892, 1323]
article-body: ਪ੍ਰਭਾਵਿਤ ਖੇਤਰਾਂ ਦੇ ਅਨੇਕਾਂ ਸਕੂਲ ਹਾਲੇ ਵੀ ਬੰਦ ਹਨ, ਇਨ੍ਹਾਂ ਖੇਤਰਾਂ ਵਿੱਚ ਰਹਿੰਦੇ ਬੱਚਿਆਂ ਨੂੰ ਪੜ੍ਹਾਈ ਤੋਂ ਪਾਸੇ ਹੋਇਆਂ 20 ਤੋਂ ਵੱਧ ਦਿਨ ਹੋ ਚੁੱਕੇ ਹਨ ਅਤੇ ਉਨ੍ਹਾਂ ਕੋਲ ਪ੍ਰੀਖਿਆ ਦੀ ਤਿਆਰੀ ਕਰਨ ਲਈ ਸਿੱਖਿਆ ਸਮੱਗਰੀ ਵੀ ਉਪਲੱਬਧ ਨਹੀਂ ਹੈ। ਸਿੱਖਿਆ ਵਿਭਾਗ ਵੱਲੋਂ ਸਤੰਬਰ ਪ੍ਰੀਖਿਆਵਾਂ ਨੂੰ 18 ਸਤੰਬਰ ਤੋਂ ਲੈਣ ਦਾ ਐਲਾਨ ਕੀਤਾ ਗਿਆ ਹੈ ਜਿਸ ਕਾਰਨ ਹੜ੍ਹ ਪ੍ਰਭਾਵਿਤ ਖੇਤਰਾਂ ਵਿੱਚ ਰਹਿੰਦੇ ਬੱਚਿਆਂ ਨੂੰ ਪ੍ਰੀਖਿਆ ਵਿੱਚ ਮੁਸ਼ਕਲਾਂ ਆ ਰਹੀਆਂ ਹਨ। ਜਿਸ ਲਈ ਆਗੂਆਂ ਨੇ ਮੰਗ ਕੀਤੀ ਕਿ ਇਨ੍ਹਾਂ ਪਿੰਡਾਂ ਦੇ ਬੰਦ ਚੱਲ ਰਹੇ ਸਕੂਲਾਂ ਵਿੱਚ ਸਤੰਬਰ ਪ੍ਰੀਖਿਆ ਲੈਣ ਤੋਂ ਛੋਟ ਦਿੱਤੀ ਜਾਵੇ।	[651, 239, 798, 528]
headline: ਲੈਮਰਿਨ ਟੈਕ ਸਕਿੱਲਜ਼ ਯੂਨੀਵਰਸਿਟੀ ਪੰਜਾਬ ਨੇ ਮੁਕਾਬਲੇ, ਸੱਭਿਆਚਾਰਕ	[54, 577, 734, 607]
article-body: ਜ਼ਿਲ੍ਹੇ ਦੇ ਹੜ੍ਹ ਪੀੜਤ ਇਲਾਕੇ ਦਾ ਅੱਜ ਕੇਂਦਰੀ ਯੁਵਾ ਮਾਮਲੇ ਅਤੇ ਖੇਡ ਰਾਜ ਮੰਤਰੀ ਰਕਸ਼ਾ ਨਿਖਿਲ ਖੜਸੇ ਅਤੇ ਪ੍ਰਬੰਧਕੀ ਸੁਧਾਰ ਮੰਤਰੀ ਨੇ ਦੌਰਾ ਕੀਤਾ। ਇਸ ਦੌਰਾਨ ਮੰਤਰੀ ਨੇ ਹੜ੍ਹ ਪੀੜਤ ਪਰਿਵਾਰਾਂ ਨਾਲ ਮੁਲਾਕਾਤ ਕੀਤੀ ਅਤੇ ਉਹਨਾਂ ਦੀਆਂ ਮੁਸ਼ਕਲਾਂ ਸੁਣੀਆਂ।	[54, 1565, 239, 1660]
article-minister-visit	[54, 1432, 801, 1817]
byline: ਪੈਗ਼ਾਮ-ਏ-ਜਗਤ	[54, 1120, 122, 1134]
article-body: ਉਹਨਾਂ ਨੇ ਦੱਸਿਆ ਕਿ ਕੇਂਦਰ ਸਰਕਾਰ ਹੜ੍ਹ ਪੀੜਤ ਲੋਕਾਂ ਦੀ ਹਰ ਸੰਭਵ ਮਦਦ ਕਰੇਗੀ। ਇਸ ਮੌਕੇ ਪੰਜਾਬ ਦੇ ਸਾਬਕਾ ਮੰਤਰੀ ਗੁਰਪ੍ਰੀਤ ਸਿੰਘ ਰਾਜੂ ਖੰਨਾ ਵੀ ਹਾਜ਼ਰ ਸਨ।	[625, 1530, 801, 1608]
article-rayat-bahra	[824, 1217, 1509, 1648]
photo-teacher-2	[333, 239, 434, 371]
byline-block	[824, 2137, 1009, 2165]
byline: ਪੈਗ਼ਾਮ-ਏ-ਜਗਤ	[824, 286, 892, 300]
photo-aap-group	[248, 1945, 616, 2147]
article-body: ਵਿਦਿਆਰਥੀਆਂ ਦੇ ਇੰਜੀਨੀਅਰਿੰਗ ਹੁਨਰਾਂ ਨੂੰ ਨਿਖਾਰਨ ਲਈ ਵੱਖ ਵੱਖ ਮੁਕਾਬਲੇ ਕਰਵਾਏ ਗਏ। ਇਸ ਮੌਕੇ ਡਾਇਰੈਕਟਰ ਪ੍ਰਿੰਸੀਪਲ ਨੇ ਵਿਦਿਆਰਥੀਆਂ ਨੂੰ ਸੰਬੋਧਨ ਕੀਤਾ।	[1052, 1462, 1275, 1525]
torch-logo	[1445, 34, 1514, 97]
article-body: ਹੋਇਆ ਹੈ ਜਿਸ ਵਿੱਚ ਮਨੁੱਖਾਂ ਦਾ ਹੜ੍ਹ ਕਾਰਨ ਮਾਰੇ ਜਾਣਾ, ਲੋਕਾਂ ਦੇ ਘਰਾਂ ਦਾ ਢਹਿ ਜਾਣਾ, ਪਸ਼ੂਆਂ ਦੇ ਮਾਰੇ ਜਾਣਾ, ਹੜ੍ਹ ਵਿੱਚ ਰੁੜ੍ਹ ਜਾਣਾ ਵੀ ਸ਼ਾਮਲ ਹੈ। ਜਿੱਥੇ ਇਨ੍ਹਾਂ ਪਿੰਡਾਂ ਵਿੱਚ ਰਹਿ ਰਹੇ ਕਿਸਾਨ ਵਰਗ ਦੀਆਂ ਫਸਲਾਂ ਤਬਾਹ ਹੋ ਗਈਆਂ ਹਨ ਉੱਥੇ ਹੀ ਮਜ਼ਦੂਰ ਵਰਗ ਲਈ ਨਿਰਬਾਹ ਕਰਨਾ ਵੀ ਮੁਸ਼ਕਿਲ ਹੋ ਗਿਆ ਹੈ। ਇਨ੍ਹਾਂ ਇਲਾਕਿਆਂ ਦੇ ਲੋਕਾਂ ਦੀ ਜ਼ਿੰਦਗੀ ਨੂੰ ਪਟੜੀ ਤੇ ਆਉਣ ਵਿੱਚ ਹਾਲੇ ਸਮਾਂ ਲੱਗੇਗਾ।	[228, 378, 428, 521]
byline: ਪੈਗ਼ਾਮ-ਏ-ਜਗਤ	[54, 658, 122, 671]
article-body: ਆਗੂਆਂ ਨੇ ਮੰਗ ਕੀਤੀ ਕਿ ਗੁਰਦਾਸਪੁਰ, ਤਰਨਤਾਰਨ, ਅੰਮ੍ਰਿਤਸਰ, ਕਪੂਰਥਲਾ, ਫਿਰੋਜ਼ਪੁਰ ਅਤੇ ਫਾਜ਼ਿਲਕਾ ਵਿੱਚ ਪੜ੍ਹ ਰਹੇ ਦਸਵੀਂ ਅਤੇ ਬਾਰ੍ਹਵੀਂ ਜਮਾਤ ਦੇ ਵਿਦਿਆਰਥੀਆਂ ਦੀ ਪੰਜਾਬ ਸਕੂਲ ਸਿੱਖਿਆ ਬੋਰਡ ਪ੍ਰੀਖਿਆ ਫੀਸ ਮੁਆਫ ਕਰੇ। ਆਗੂਆਂ ਨੇ ਉੱਥੇ ਹੀ ਧਿਆਨ ਵਿੱਚ ਲਿਆਉਂਦਿਆਂ ਦੱਸਿਆ ਕਿ ਪ੍ਰੀ-ਬੋਰਡ ਪ੍ਰੀਖਿਆ ਵਿੱਚ 27 ਅਗਸਤ ਤੋਂ 8 ਸਤੰਬਰ ਤੱਕ ਵਿਦਿਆਰਥੀਆਂ ਲਈ ਸਕੂਲ ਬੰਦ ਕਰਨ ਦੇ ਹੁਕਮ	[437, 378, 642, 521]
article-body: ਸਾਰਿਆਂ ਵੱਲੋਂ ਮਿਠਾਈ ਅਤੇ ਸਨੈਕਸ ਵੰਡੇ ਗਏ। ਇਸ ਮੌਕੇ ਸਮਾਗਮ ਵਿੱਚ ਸ੍ਰੀ ਰਵਿੰਦਰ ਸ਼ਰਮਾ, ਸ੍ਰੀ ਸਤਪਾਲ ਸ਼ਰਮਾ, ਸ੍ਰੀ ਵਿਨੋਦ ਸ਼ਰਮਾ ਅਤੇ ਹੋਰ ਮੈਂਬਰ ਹਾਜ਼ਰ ਸਨ। ਅੰਤ ਵਿੱਚ ਧੰਨਵਾਦ ਕੀਤਾ ਗਿਆ।	[1324, 2138, 1509, 2217]
byline-block	[54, 233, 139, 288]
article-body: ਚੁੱਕੀਆਂ ਹਨ। ਜਿਨ੍ਹਾਂ ਨੂੰ ਪੁਲਿਸ ਸਟੇਸ਼ਨ ਵਿਖੇ ਦਰਜ ਕਰਵਾਇਆ ਗਿਆ। ਉਹਨਾਂ ਮੰਗ ਕੀਤੀ ਕਿ ਨਸ਼ਾ ਛੁਡਾਓ ਕੇਂਦਰ ਨੂੰ ਆਬਾਦੀ ਵਿੱਚੋਂ ਬਾਹਰ ਕੀਤਾ ਜਾਵੇ ਤਾਂ ਜੋ ਇਸ ਤਰ੍ਹਾਂ ਦੀਆਂ ਵਾਰਦਾਤਾਂ ਨੂੰ ਰੋਕਿਆ ਜਾ ਸਕੇ।	[1280, 420, 1503, 482]
article-brahmin-sabha	[824, 2048, 1509, 2356]
article-body: ਹਾਦਸੇ, ਅੱਗ ਭੈਅ ਜਾਂ ਜਾਨੀ ਨੁਕਸਾਨ ਹੋ ਸਕਦਾ ਹੈ। ਇਸ ਲਈ ਘਰ ਬਣਾਉਣ ਤੋਂ ਪਹਿਲਾਂ ਵਾਸਤੂ ਮਾਹਰ ਦੀ ਸਲਾਹ ਜ਼ਰੂਰ ਲੈਣੀ ਚਾਹੀਦੀ ਹੈ ਤਾਂ ਜੋ ਪਰਿਵਾਰ ਖੁਸ਼ਹਾਲ ਜੀਵਨ ਬਿਤਾ ਸਕੇ।	[541, 1267, 801, 1314]
photo-engineers-day-1	[1052, 1309, 1281, 1454]
dateline: ਗੜ੍ਹਸ਼ੰਕਰ	[54, 274, 99, 288]
